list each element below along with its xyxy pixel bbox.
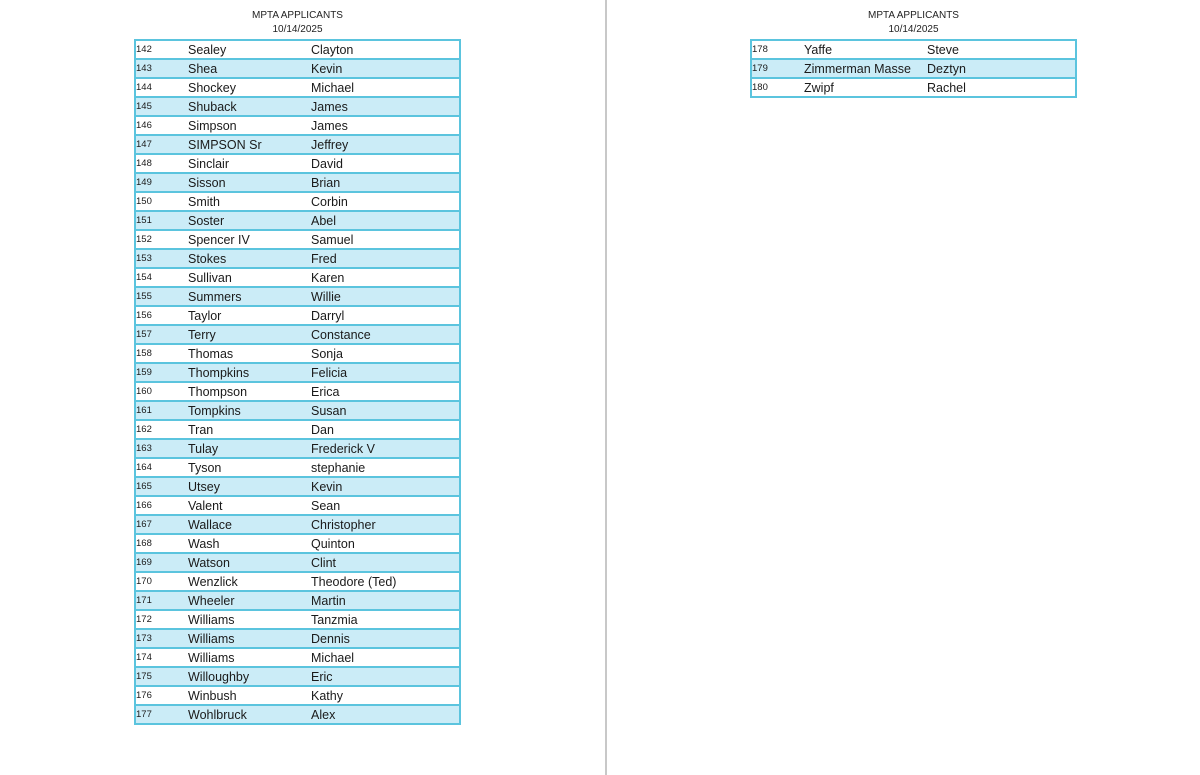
first-name: Theodore (Ted) [311, 572, 460, 591]
first-name: Dan [311, 420, 460, 439]
last-name: Tulay [188, 439, 311, 458]
last-name: Zwipf [804, 78, 927, 97]
last-name: Sinclair [188, 154, 311, 173]
table-row [135, 363, 460, 382]
table-row [135, 40, 460, 59]
row-number: 164 [135, 458, 188, 477]
row-number: 144 [135, 78, 188, 97]
table-row [135, 230, 460, 249]
table-row [751, 78, 1076, 97]
table-row [135, 572, 460, 591]
last-name: Taylor [188, 306, 311, 325]
last-name: Soster [188, 211, 311, 230]
first-name: James [311, 97, 460, 116]
row-number: 158 [135, 344, 188, 363]
last-name: Willoughby [188, 667, 311, 686]
first-name: Michael [311, 78, 460, 97]
first-name: Kevin [311, 477, 460, 496]
table-row [135, 192, 460, 211]
table-row [135, 420, 460, 439]
row-number: 148 [135, 154, 188, 173]
page-title: MPTA APPLICANTS [252, 10, 343, 21]
last-name: SIMPSON Sr [188, 135, 311, 154]
row-number: 178 [752, 44, 768, 55]
row-number: 159 [135, 363, 188, 382]
table-row [135, 648, 460, 667]
first-name: Corbin [311, 192, 460, 211]
table-row [135, 705, 460, 724]
row-number: 156 [135, 306, 188, 325]
row-number: 155 [135, 287, 188, 306]
last-name: Thompson [188, 382, 311, 401]
first-name: Frederick V [311, 439, 460, 458]
row-number: 146 [135, 116, 188, 135]
page-header-right [750, 9, 1077, 37]
row-number: 147 [135, 135, 188, 154]
last-name: Wash [188, 534, 311, 553]
first-name: David [311, 154, 460, 173]
row-number: 176 [135, 686, 188, 705]
row-number: 166 [135, 496, 188, 515]
page-title: MPTA APPLICANTS [868, 10, 959, 21]
table-row [135, 629, 460, 648]
last-name: Valent [188, 496, 311, 515]
last-name: Simpson [188, 116, 311, 135]
row-number: 150 [135, 192, 188, 211]
last-name: Shockey [188, 78, 311, 97]
first-name: Clint [311, 553, 460, 572]
first-name: Alex [311, 705, 460, 724]
row-number: 170 [135, 572, 188, 591]
row-number: 175 [135, 667, 188, 686]
row-number: 163 [135, 439, 188, 458]
first-name: Martin [311, 591, 460, 610]
last-name: Zimmerman Masse [804, 59, 927, 78]
row-number: 180 [751, 78, 804, 97]
table-row [135, 306, 460, 325]
row-number: 143 [135, 59, 188, 78]
row-number: 171 [135, 591, 188, 610]
table-row [135, 496, 460, 515]
page-date: 10/14/2025 [888, 24, 939, 35]
row-number: 179 [751, 59, 804, 78]
first-name: Clayton [311, 42, 354, 57]
row-number: 151 [135, 211, 188, 230]
row-number: 173 [135, 629, 188, 648]
first-name: Dennis [311, 629, 460, 648]
last-name: Wheeler [188, 591, 311, 610]
row-number: 145 [135, 97, 188, 116]
table-row [135, 97, 460, 116]
table-row [135, 439, 460, 458]
row-number: 168 [135, 534, 188, 553]
table-row [135, 553, 460, 572]
last-name: Shuback [188, 97, 311, 116]
row-number: 149 [135, 173, 188, 192]
table-row [135, 325, 460, 344]
first-name: Fred [311, 249, 460, 268]
table-row [135, 401, 460, 420]
page-header-left [134, 9, 461, 37]
table-row [135, 173, 460, 192]
row-number: 154 [135, 268, 188, 287]
last-name: Shea [188, 59, 311, 78]
table-row [135, 667, 460, 686]
first-name: Karen [311, 268, 460, 287]
table-row [135, 211, 460, 230]
first-name: Sean [311, 496, 460, 515]
row-number: 177 [135, 705, 188, 724]
first-name: Jeffrey [311, 135, 460, 154]
last-name: Spencer IV [188, 230, 311, 249]
last-name: Tompkins [188, 401, 311, 420]
last-name: Watson [188, 553, 311, 572]
last-name: Wenzlick [188, 572, 311, 591]
first-name: Kevin [311, 59, 460, 78]
row-number: 157 [135, 325, 188, 344]
row-number: 172 [135, 610, 188, 629]
row-number: 160 [135, 382, 188, 401]
table-row [135, 287, 460, 306]
first-name: Abel [311, 211, 460, 230]
last-name: Smith [188, 192, 311, 211]
first-name: Quinton [311, 534, 460, 553]
table-row [135, 534, 460, 553]
first-name: stephanie [311, 458, 460, 477]
first-name: Samuel [311, 230, 460, 249]
applicants-table-right [750, 39, 1077, 98]
table-row [135, 344, 460, 363]
last-name: Yaffe [804, 42, 833, 57]
first-name: Sonja [311, 344, 460, 363]
table-row [135, 59, 460, 78]
last-name: Sisson [188, 173, 311, 192]
table-row [135, 116, 460, 135]
table-row [135, 591, 460, 610]
first-name: Christopher [311, 515, 460, 534]
first-name: Darryl [311, 306, 460, 325]
last-name: Williams [188, 648, 311, 667]
row-number: 162 [135, 420, 188, 439]
first-name: Brian [311, 173, 460, 192]
last-name: Thomas [188, 344, 311, 363]
page-date: 10/14/2025 [272, 24, 323, 35]
table-row [135, 154, 460, 173]
last-name: Wallace [188, 515, 311, 534]
first-name: Deztyn [927, 59, 1076, 78]
last-name: Winbush [188, 686, 311, 705]
last-name: Williams [188, 629, 311, 648]
last-name: Summers [188, 287, 311, 306]
first-name: Felicia [311, 363, 460, 382]
page-right [607, 0, 1200, 775]
last-name: Thompkins [188, 363, 311, 382]
first-name: Michael [311, 648, 460, 667]
table-row [751, 40, 1076, 59]
row-number: 153 [135, 249, 188, 268]
table-row [135, 268, 460, 287]
row-number: 142 [136, 44, 152, 55]
last-name: Sealey [188, 42, 227, 57]
first-name: Steve [927, 42, 959, 57]
first-name: Kathy [311, 686, 460, 705]
table-row [135, 515, 460, 534]
last-name: Wohlbruck [188, 705, 311, 724]
table-row [135, 686, 460, 705]
applicants-table-left [134, 39, 461, 725]
row-number: 152 [135, 230, 188, 249]
last-name: Tran [188, 420, 311, 439]
table-row [751, 59, 1076, 78]
row-number: 161 [135, 401, 188, 420]
first-name: Willie [311, 287, 460, 306]
row-number: 167 [135, 515, 188, 534]
last-name: Utsey [188, 477, 311, 496]
table-row [135, 610, 460, 629]
table-row [135, 78, 460, 97]
first-name: Susan [311, 401, 460, 420]
table-row [135, 458, 460, 477]
last-name: Stokes [188, 249, 311, 268]
first-name: Constance [311, 325, 460, 344]
first-name: Erica [311, 382, 460, 401]
table-row [135, 249, 460, 268]
last-name: Terry [188, 325, 311, 344]
last-name: Tyson [188, 458, 311, 477]
first-name: James [311, 116, 460, 135]
table-row [135, 135, 460, 154]
row-number: 174 [135, 648, 188, 667]
table-row [135, 382, 460, 401]
first-name: Rachel [927, 78, 1076, 97]
table-row [135, 477, 460, 496]
last-name: Sullivan [188, 268, 311, 287]
row-number: 165 [135, 477, 188, 496]
first-name: Eric [311, 667, 460, 686]
row-number: 169 [135, 553, 188, 572]
last-name: Williams [188, 610, 311, 629]
first-name: Tanzmia [311, 610, 460, 629]
